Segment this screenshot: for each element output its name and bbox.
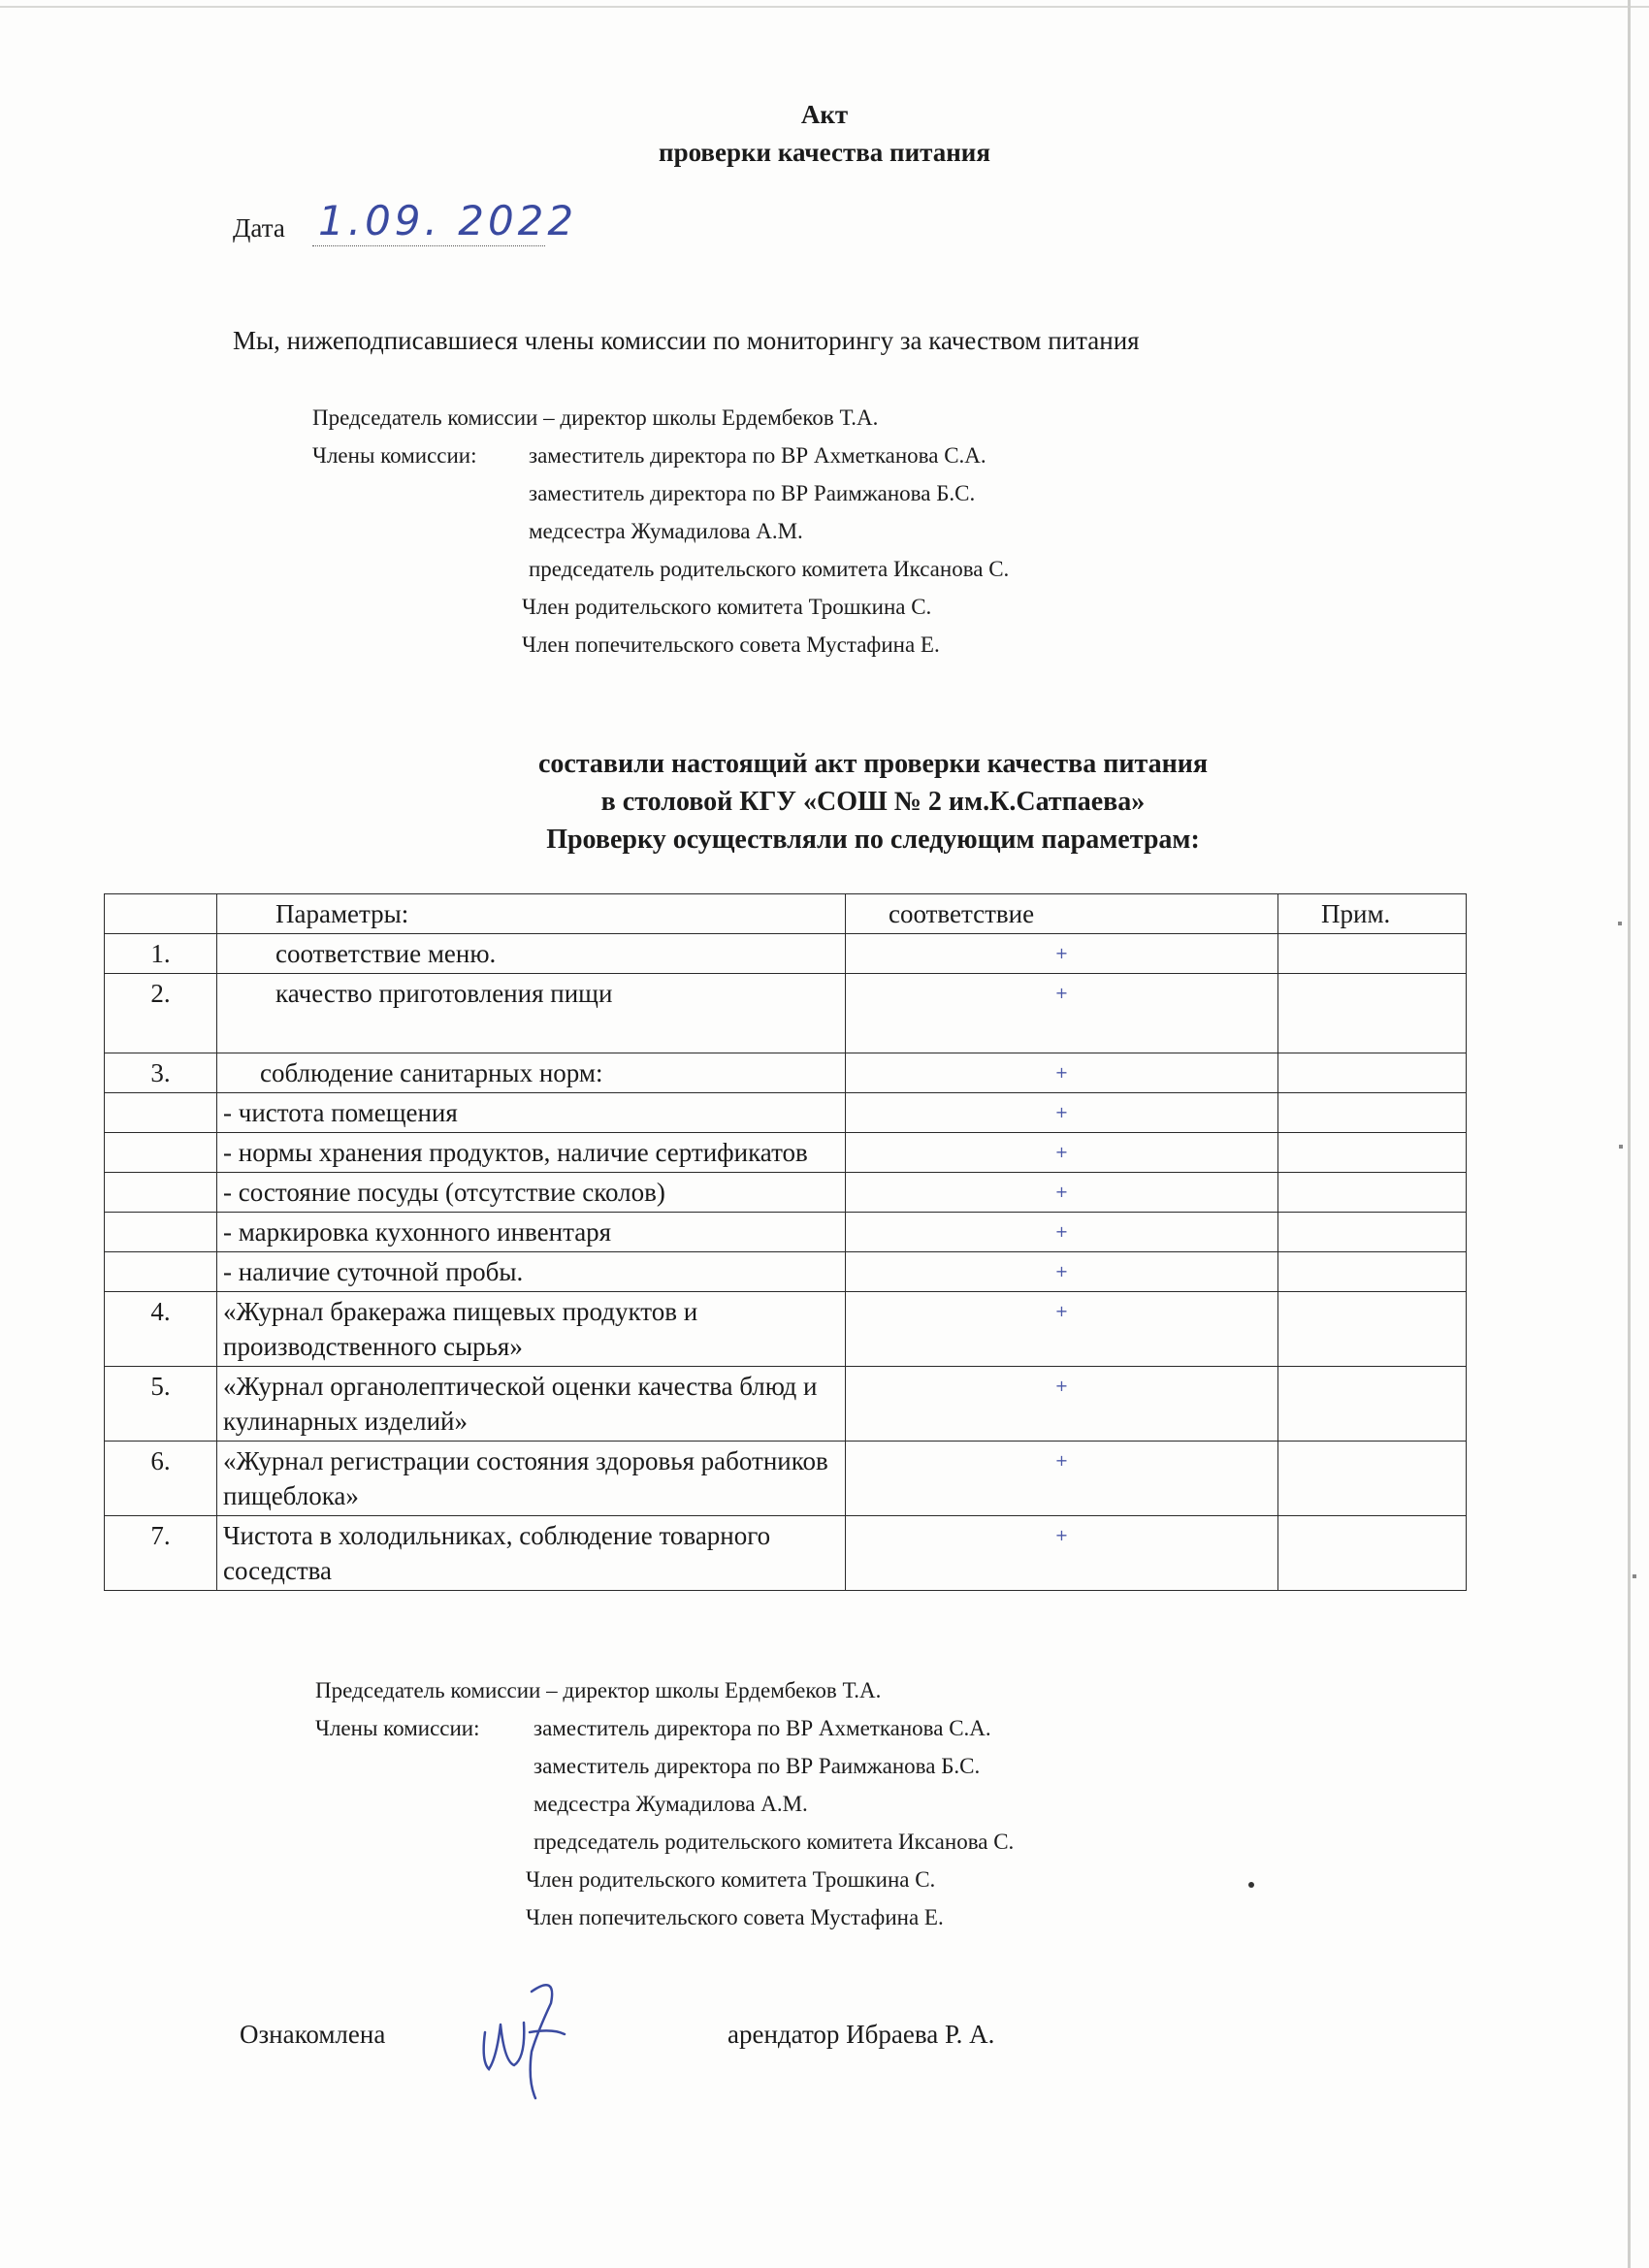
scan-speck <box>1248 1882 1254 1888</box>
commission-member: заместитель директора по ВР Раимжанова Б.С. <box>529 481 976 505</box>
row-param: - состояние посуды (отсутствие сколов) <box>217 1173 846 1213</box>
table-row <box>105 1173 1467 1213</box>
table-row <box>105 1367 1467 1442</box>
table-row <box>105 934 1467 974</box>
header-cell-params: Параметры: <box>217 894 846 934</box>
row-num <box>105 1213 217 1252</box>
commission-chair: Председатель комиссии – директор школы Ердембеков Т.А. <box>312 405 879 430</box>
row-num <box>105 1252 217 1292</box>
row-note <box>1278 1516 1467 1591</box>
row-mark: + <box>846 1093 1278 1133</box>
acknowledged-label: Ознакомлена <box>240 2020 386 2049</box>
row-param: соответствие меню. <box>217 934 846 974</box>
row-mark: + <box>846 1292 1278 1367</box>
row-note <box>1278 974 1467 1053</box>
table-row <box>105 1133 1467 1173</box>
table-row <box>105 1516 1467 1591</box>
commission-member-bottom: заместитель директора по ВР Раимжанова Б.С. <box>534 1754 981 1778</box>
row-note <box>1278 1213 1467 1252</box>
row-param: Чистота в холодильниках, соблюдение товарного соседства <box>217 1516 846 1591</box>
scan-speck <box>1619 1145 1623 1149</box>
row-note <box>1278 934 1467 974</box>
act-heading-line1: составили настоящий акт проверки качества питания <box>537 749 1209 779</box>
header-cell-compliance: соответствие <box>846 894 1278 934</box>
commission-member: заместитель директора по ВР Ахметканова С.А. <box>529 443 986 468</box>
commission-member: Член попечительского совета Мустафина Е. <box>522 632 940 657</box>
table-row <box>105 1442 1467 1516</box>
row-num: 5. <box>105 1367 217 1442</box>
act-heading-line2: в столовой КГУ «СОШ № 2 им.К.Сатпаева» <box>600 787 1146 817</box>
commission-member-bottom: председатель родительского комитета Иксанова С. <box>534 1830 1015 1854</box>
row-note <box>1278 1367 1467 1442</box>
row-mark: + <box>846 1133 1278 1173</box>
date-label: Дата <box>233 213 285 243</box>
date-value: 1.09. 2022 <box>318 197 578 244</box>
row-param: «Журнал органолептической оценки качества блюд и кулинарных изделий» <box>217 1367 846 1442</box>
row-note <box>1278 1053 1467 1093</box>
row-param: «Журнал регистрации состояния здоровья работников пищеблока» <box>217 1442 846 1516</box>
table-row <box>105 1213 1467 1252</box>
row-num <box>105 1093 217 1133</box>
commission-member: Член родительского комитета Трошкина С. <box>522 595 932 619</box>
row-param: «Журнал бракеража пищевых продуктов и производственного сырья» <box>217 1292 846 1367</box>
table-row <box>105 1252 1467 1292</box>
scan-edge-top <box>0 6 1649 8</box>
row-param: - нормы хранения продуктов, наличие сертификатов <box>217 1133 846 1173</box>
row-mark: + <box>846 1213 1278 1252</box>
row-mark: + <box>846 1252 1278 1292</box>
row-note <box>1278 1252 1467 1292</box>
doc-subtitle: проверки качества питания <box>659 138 990 167</box>
row-mark: + <box>846 1516 1278 1591</box>
header-cell-num <box>105 894 217 934</box>
commission-members-label-bottom: Члены комиссии: <box>315 1716 480 1740</box>
row-param: - наличие суточной пробы. <box>217 1252 846 1292</box>
parameters-table <box>104 893 1467 1591</box>
scan-speck <box>1633 1574 1636 1578</box>
header-cell-note: Прим. <box>1278 894 1467 934</box>
row-mark: + <box>846 1367 1278 1442</box>
row-param: - маркировка кухонного инвентаря <box>217 1213 846 1252</box>
commission-member: медсестра Жумадилова А.М. <box>529 519 803 543</box>
commission-member-bottom: Член попечительского совета Мустафина Е. <box>526 1905 944 1929</box>
row-param: качество приготовления пищи <box>217 974 846 1053</box>
act-heading-line3: Проверку осуществляли по следующим параметрам: <box>546 825 1200 855</box>
row-note <box>1278 1133 1467 1173</box>
row-mark: + <box>846 974 1278 1053</box>
table-header-row <box>105 894 1467 934</box>
tenant-text: арендатор Ибраева Р. А. <box>728 2020 995 2049</box>
row-num <box>105 1173 217 1213</box>
row-num: 1. <box>105 934 217 974</box>
row-note <box>1278 1442 1467 1516</box>
row-mark: + <box>846 1053 1278 1093</box>
table-row <box>105 1093 1467 1133</box>
table-row <box>105 1053 1467 1093</box>
row-num: 2. <box>105 974 217 1053</box>
row-note <box>1278 1173 1467 1213</box>
commission-member-bottom: медсестра Жумадилова А.М. <box>534 1792 808 1816</box>
commission-chair-bottom: Председатель комиссии – директор школы Ердембеков Т.А. <box>315 1678 882 1702</box>
row-param: - чистота помещения <box>217 1093 846 1133</box>
table-row <box>105 974 1467 1053</box>
commission-member-bottom: заместитель директора по ВР Ахметканова С.А. <box>534 1716 991 1740</box>
intro-text: Мы, нижеподписавшиеся члены комиссии по мониторингу за качеством питания <box>233 326 1140 355</box>
row-note <box>1278 1093 1467 1133</box>
scan-speck <box>1618 922 1622 925</box>
row-num: 6. <box>105 1442 217 1516</box>
row-mark: + <box>846 1173 1278 1213</box>
row-param: соблюдение санитарных норм: <box>217 1053 846 1093</box>
row-mark: + <box>846 1442 1278 1516</box>
row-num: 3. <box>105 1053 217 1093</box>
date-underline <box>312 245 545 246</box>
row-num: 4. <box>105 1292 217 1367</box>
commission-member-bottom: Член родительского комитета Трошкина С. <box>526 1867 936 1892</box>
table-row <box>105 1292 1467 1367</box>
row-mark: + <box>846 934 1278 974</box>
row-num: 7. <box>105 1516 217 1591</box>
commission-members-label: Члены комиссии: <box>312 443 477 468</box>
doc-title: Акт <box>800 100 849 129</box>
scan-edge-right <box>1628 0 1631 2268</box>
signature-icon <box>475 1964 582 2100</box>
row-num <box>105 1133 217 1173</box>
commission-member: председатель родительского комитета Иксанова С. <box>529 557 1010 581</box>
row-note <box>1278 1292 1467 1367</box>
